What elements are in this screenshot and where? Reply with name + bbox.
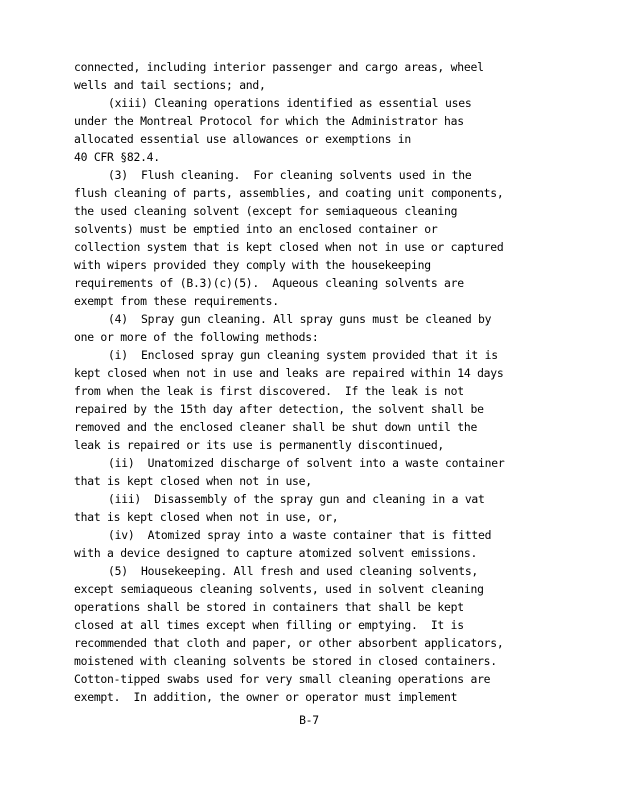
text-line: Cotton-tipped swabs used for very small cleaning operations are	[74, 672, 491, 686]
text-line: with a device designed to capture atomized solvent emissions.	[74, 546, 478, 560]
text-line: (iv) Atomized spray into a waste container that is fitted	[108, 528, 492, 542]
text-line: wells and tail sections; and,	[74, 78, 266, 92]
text-line: exempt. In addition, the owner or operator must implement	[74, 690, 458, 704]
text-line: that is kept closed when not in use, or,	[74, 510, 339, 524]
text-line: except semiaqueous cleaning solvents, used in solvent cleaning	[74, 582, 484, 596]
text-line: moistened with cleaning solvents be stored in closed containers.	[74, 654, 497, 668]
text-line: under the Montreal Protocol for which the Administrator has	[74, 114, 464, 128]
text-line: (i) Enclosed spray gun cleaning system provided that it is	[108, 348, 498, 362]
text-line: with wipers provided they comply with the housekeeping	[74, 258, 431, 272]
text-line: removed and the enclosed cleaner shall be shut down until the	[74, 420, 478, 434]
text-line: (xiii) Cleaning operations identified as essential uses	[108, 96, 472, 110]
text-line: recommended that cloth and paper, or other absorbent applicators,	[74, 636, 504, 650]
text-line: allocated essential use allowances or exemptions in	[74, 132, 411, 146]
text-line: kept closed when not in use and leaks are repaired within 14 days	[74, 366, 504, 380]
text-line: (3) Flush cleaning. For cleaning solvents used in the	[108, 168, 472, 182]
text-line: flush cleaning of parts, assemblies, and coating unit components,	[74, 186, 504, 200]
text-line: solvents) must be emptied into an enclosed container or	[74, 222, 438, 236]
text-line: collection system that is kept closed when not in use or captured	[74, 240, 504, 254]
text-line: 40 CFR §82.4.	[74, 150, 160, 164]
text-line: (4) Spray gun cleaning. All spray guns must be cleaned by	[108, 312, 492, 326]
text-line: exempt from these requirements.	[74, 294, 279, 308]
text-line: from when the leak is first discovered. If the leak is not	[74, 384, 464, 398]
text-line: operations shall be stored in containers that shall be kept	[74, 600, 464, 614]
text-line: one or more of the following methods:	[74, 330, 319, 344]
page-number: B-7	[299, 713, 319, 727]
text-line: closed at all times except when filling or emptying. It is	[74, 618, 464, 632]
text-line: (ii) Unatomized discharge of solvent into a waste container	[108, 456, 505, 470]
text-line: repaired by the 15th day after detection, the solvent shall be	[74, 402, 484, 416]
text-line: that is kept closed when not in use,	[74, 474, 312, 488]
text-line: leak is repaired or its use is permanently discontinued,	[74, 438, 445, 452]
text-line: (iii) Disassembly of the spray gun and cleaning in a vat	[108, 492, 485, 506]
text-line: requirements of (B.3)(c)(5). Aqueous cleaning solvents are	[74, 276, 464, 290]
text-line: connected, including interior passenger and cargo areas, wheel	[74, 60, 484, 74]
text-line: the used cleaning solvent (except for semiaqueous cleaning	[74, 204, 458, 218]
text-line: (5) Housekeeping. All fresh and used cleaning solvents,	[108, 564, 479, 578]
